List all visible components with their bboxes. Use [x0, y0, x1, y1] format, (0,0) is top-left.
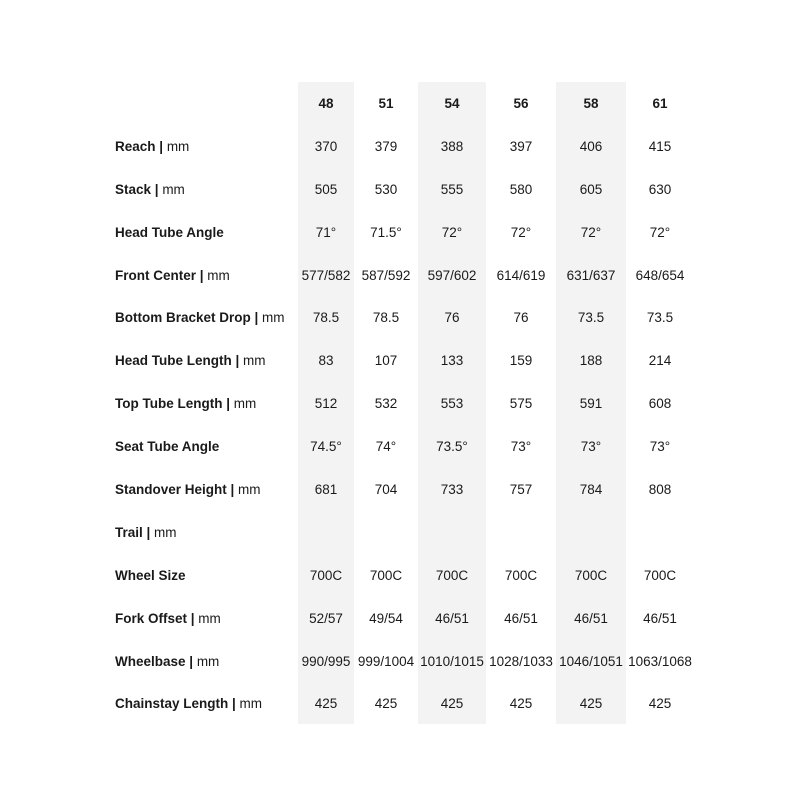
table-cell: 530 [374, 181, 398, 197]
table-cell: 608 [648, 396, 672, 412]
table-cell: 46/51 [435, 610, 469, 626]
table-cell: 71.5° [370, 224, 402, 240]
table-cell: 1046/1051 [559, 653, 623, 669]
table-cell: 784 [579, 481, 603, 497]
table-cell: 700C [643, 567, 677, 583]
table-cell [626, 511, 694, 554]
table-cell: 133 [440, 353, 464, 369]
row-label [115, 511, 298, 554]
row-label-separator: | [151, 181, 163, 197]
row-label [115, 339, 298, 382]
row-label [115, 125, 298, 168]
table-row [115, 640, 694, 683]
geometry-table [115, 82, 694, 725]
row-label-name: Stack [115, 181, 152, 197]
row-label [115, 382, 298, 425]
table-row [115, 382, 694, 425]
table-cell [418, 511, 486, 554]
row-label-unit: mm [207, 267, 230, 283]
table-cell: 1028/1033 [489, 653, 553, 669]
table-cell: 505 [314, 181, 338, 197]
table-cell: 704 [374, 481, 398, 497]
table-cell: 188 [579, 353, 603, 369]
row-label [115, 682, 298, 725]
table-cell: 605 [579, 181, 603, 197]
row-label [115, 597, 298, 640]
table-cell [354, 511, 418, 554]
table-cell: 425 [579, 696, 603, 712]
table-cell: 46/51 [643, 610, 677, 626]
table-cell: 808 [648, 481, 672, 497]
table-row [115, 296, 694, 339]
table-cell: 107 [374, 353, 398, 369]
table-row [115, 554, 694, 597]
table-row [115, 511, 694, 554]
table-cell: 700C [369, 567, 403, 583]
row-label-name: Bottom Bracket Drop [115, 310, 251, 326]
table-cell: 591 [579, 396, 603, 412]
table-cell: 425 [440, 696, 464, 712]
size-header-51: 51 [378, 95, 394, 111]
table-cell: 73° [580, 439, 602, 455]
table-cell: 733 [440, 481, 464, 497]
row-label-unit: mm [166, 138, 190, 154]
table-cell: 72° [510, 224, 532, 240]
row-label-name: Wheelbase [115, 653, 186, 669]
table-cell: 73° [649, 439, 671, 455]
table-cell: 214 [648, 353, 672, 369]
row-label-separator: | [142, 524, 155, 540]
corner-cell [115, 82, 298, 125]
table-cell: 379 [374, 138, 398, 154]
table-cell: 73.5 [646, 310, 674, 326]
row-label-name: Front Center [115, 267, 196, 283]
geometry-table-body [115, 125, 694, 725]
row-label-name: Reach [115, 138, 156, 154]
table-cell: 76 [513, 310, 529, 326]
row-label-unit: mm [243, 353, 266, 369]
table-cell [298, 511, 354, 554]
table-cell: 72° [580, 224, 602, 240]
table-cell: 370 [314, 138, 338, 154]
row-label-name: Wheel Size [115, 567, 186, 583]
table-cell: 72° [441, 224, 463, 240]
table-row [115, 254, 694, 297]
table-cell [556, 511, 626, 554]
table-cell: 425 [509, 696, 533, 712]
table-cell: 76 [444, 310, 460, 326]
table-cell: 631/637 [566, 267, 616, 283]
table-cell: 73.5 [577, 310, 605, 326]
table-cell: 700C [435, 567, 469, 583]
row-label [115, 168, 298, 211]
table-row [115, 682, 694, 725]
row-label-separator: | [187, 610, 199, 626]
row-label [115, 554, 298, 597]
row-label-unit: mm [154, 524, 177, 540]
row-label-name: Head Tube Angle [115, 224, 224, 240]
table-cell: 46/51 [504, 610, 538, 626]
table-cell: 159 [509, 353, 533, 369]
table-cell: 397 [509, 138, 533, 154]
table-cell: 74.5° [310, 439, 342, 455]
row-label-name: Standover Height [115, 481, 227, 497]
row-label-unit: mm [162, 181, 185, 197]
table-cell: 614/619 [496, 267, 546, 283]
table-cell: 73° [510, 439, 532, 455]
table-cell: 512 [314, 396, 338, 412]
size-header-54: 54 [444, 95, 460, 111]
table-cell: 990/995 [301, 653, 351, 669]
row-label-name: Chainstay Length [115, 696, 229, 712]
table-cell: 681 [314, 481, 338, 497]
row-label-unit: mm [196, 653, 220, 669]
table-cell: 425 [374, 696, 398, 712]
size-header-58: 58 [583, 95, 599, 111]
row-label [115, 254, 298, 297]
table-cell: 415 [648, 138, 672, 154]
table-cell: 1010/1015 [420, 653, 484, 669]
row-label-unit: mm [238, 481, 261, 497]
table-cell: 700C [309, 567, 343, 583]
table-cell: 46/51 [574, 610, 608, 626]
table-row [115, 468, 694, 511]
table-cell: 388 [440, 138, 464, 154]
row-label-name: Head Tube Length [115, 353, 232, 369]
size-header-48: 48 [318, 95, 334, 111]
row-label-separator: | [196, 267, 208, 283]
size-header-56: 56 [513, 95, 529, 111]
table-cell: 83 [318, 353, 334, 369]
table-row [115, 125, 694, 168]
row-label [115, 640, 298, 683]
table-cell: 577/582 [301, 267, 351, 283]
table-row [115, 425, 694, 468]
row-label-unit: mm [239, 696, 263, 712]
table-row [115, 168, 694, 211]
size-header-row [115, 82, 694, 125]
table-cell [486, 511, 556, 554]
table-cell: 700C [504, 567, 538, 583]
row-label-separator: | [222, 396, 234, 412]
table-row [115, 597, 694, 640]
table-cell: 700C [574, 567, 608, 583]
row-label-separator: | [231, 353, 244, 369]
table-cell: 74° [375, 439, 397, 455]
table-cell: 555 [440, 181, 464, 197]
row-label-unit: mm [198, 610, 221, 626]
row-label-separator: | [155, 138, 167, 154]
row-label-name: Seat Tube Angle [115, 439, 220, 455]
table-cell: 78.5 [372, 310, 400, 326]
table-cell: 425 [314, 696, 338, 712]
table-cell: 532 [374, 396, 398, 412]
size-header-61: 61 [652, 95, 668, 111]
table-row [115, 211, 694, 254]
row-label-separator: | [185, 653, 197, 669]
table-cell: 553 [440, 396, 464, 412]
row-label-unit: mm [262, 310, 285, 326]
table-cell: 999/1004 [357, 653, 415, 669]
table-cell: 78.5 [312, 310, 340, 326]
table-cell: 575 [509, 396, 533, 412]
row-label [115, 211, 298, 254]
table-cell: 580 [509, 181, 533, 197]
row-label-name: Fork Offset [115, 610, 188, 626]
table-cell: 52/57 [309, 610, 343, 626]
table-cell: 406 [579, 138, 603, 154]
table-cell: 425 [648, 696, 672, 712]
table-cell: 757 [509, 481, 533, 497]
row-label [115, 425, 298, 468]
table-cell: 72° [649, 224, 671, 240]
table-cell: 71° [315, 224, 337, 240]
row-label-separator: | [226, 481, 239, 497]
row-label-unit: mm [233, 396, 257, 412]
table-cell: 648/654 [635, 267, 685, 283]
table-cell: 597/602 [427, 267, 477, 283]
row-label-separator: | [250, 310, 263, 326]
table-cell: 49/54 [369, 610, 403, 626]
row-label [115, 468, 298, 511]
row-label-name: Top Tube Length [115, 396, 223, 412]
table-row [115, 339, 694, 382]
table-cell: 587/592 [361, 267, 411, 283]
table-cell: 1063/1068 [628, 653, 692, 669]
table-cell: 630 [648, 181, 672, 197]
row-label [115, 296, 298, 339]
table-cell: 73.5° [436, 439, 468, 455]
row-label-name: Trail [115, 524, 143, 540]
row-label-separator: | [228, 696, 240, 712]
